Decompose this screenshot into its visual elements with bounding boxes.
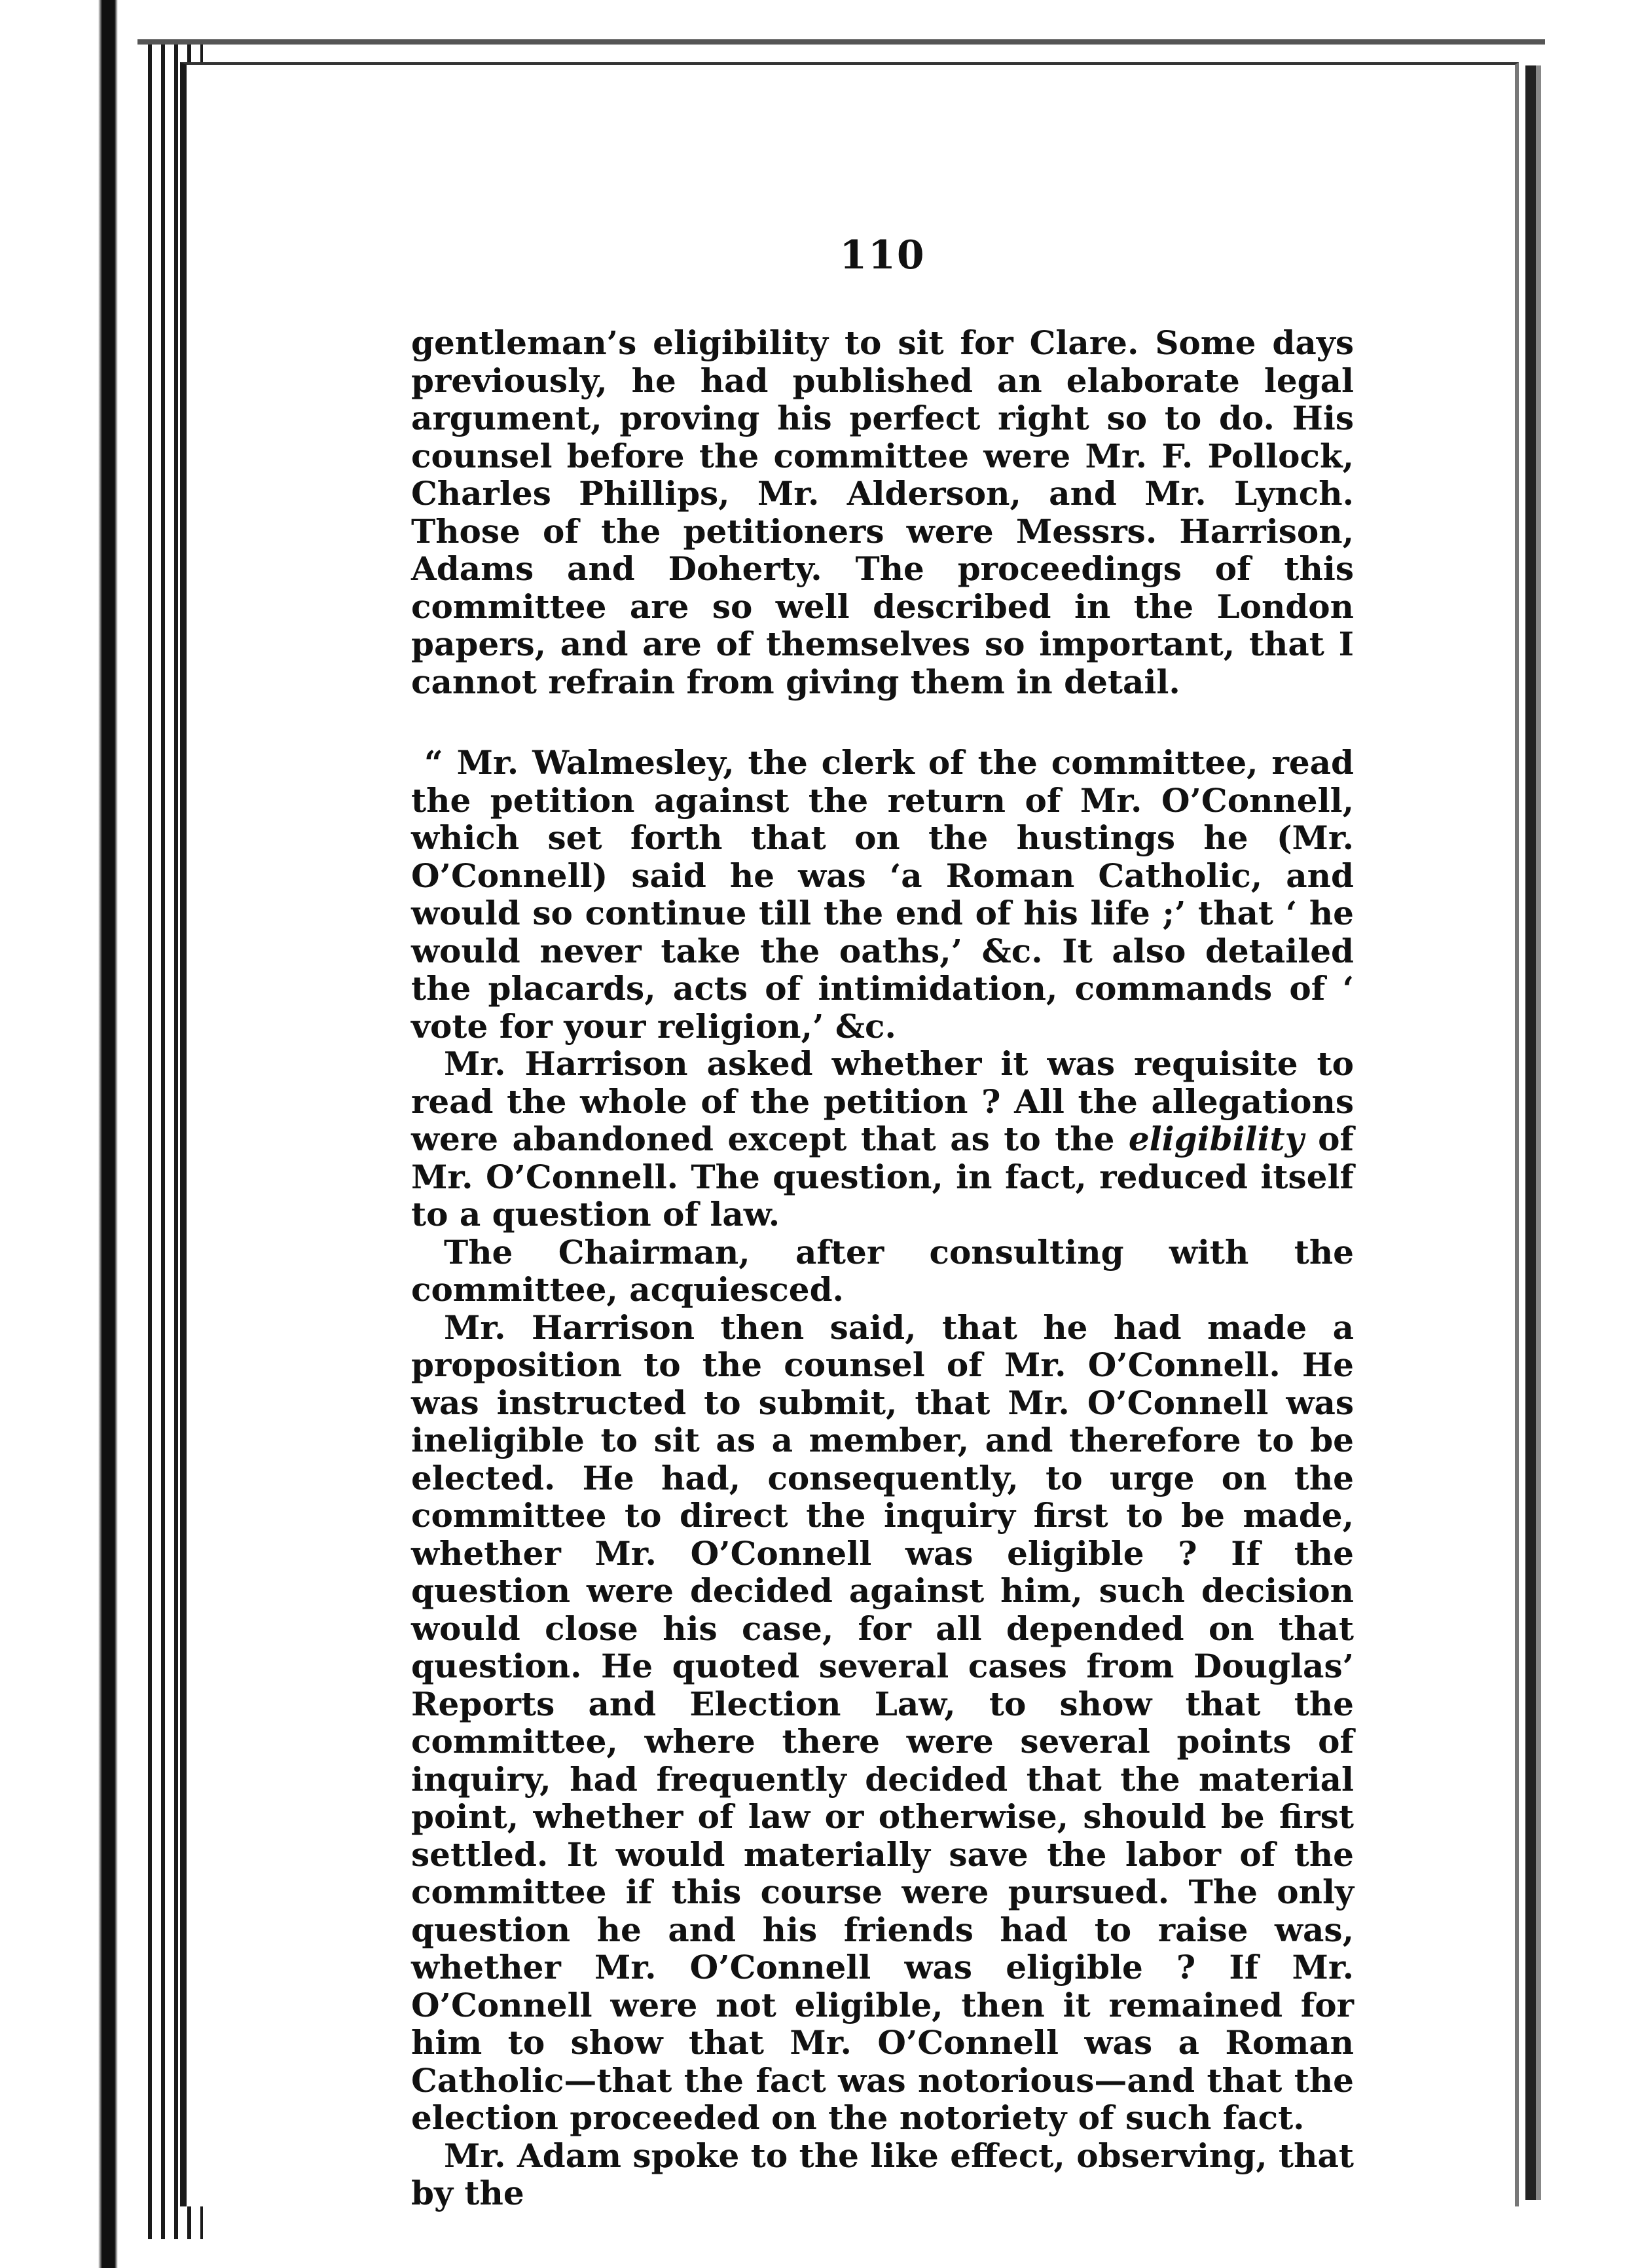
emphasis-eligibility: eligibility [1128,1120,1304,1158]
section-gap [411,701,1354,744]
paragraph-text: of Mr. O’Connell. The question, in fact, reduced itself to a question of law. [411,1120,1355,1234]
facing-page-edge-shadow [1536,65,1541,2200]
paragraph-intro: gentleman’s eligibility to sit for Clare. Some days previously, he had published an elaborate legal argument, proving his perfect right so to do. His counsel before the committee were Mr. F. Pollock, Charles Phillips, Mr. Alderson, and Mr. Lynch. Those of the petitioners were Messrs. Harrison, Adams and Doherty. The proceedings of this committee are so well described in the London papers, and are of themselves so important, that I cannot refrain from giving them in detail. [411,323,1354,701]
facing-page-edge [1525,65,1536,2200]
paragraph-petition: “ Mr. Walmesley, the clerk of the committee, read the petition against the return of Mr. O’Connell, which set forth that on the hustings he (Mr. O’Connell) said he was ‘a Roman Catholic, and would so continue till the end of his life ;’ that ‘ he would never take the oaths,’ &c. It also detailed the placards, acts of intimidation, commands of ‘ vote for your religion,’ &c. [411,743,1354,1046]
paragraph-text: Mr. Harrison asked whether it was requisite to read the whole of the petition ? All the allegations were abandoned except that as to the [411,1044,1354,1158]
page-number: 110 [839,232,926,278]
paragraph-adam: Mr. Adam spoke to the like effect, observing, that by the [411,2136,1354,2212]
page-body [411,232,1354,2212]
paragraph-harrison-asks [411,1045,1354,1234]
paragraph-chairman: The Chairman, after consulting with the committee, acquiesced. [411,1232,1354,1309]
binding-shadow [0,0,118,2268]
scan-top-edge [137,39,1545,45]
paragraph-harrison-proposition: Mr. Harrison then said, that he had made a proposition to the counsel of Mr. O’Connell. He was instructed to submit, that Mr. O’Connell was ineligible to sit as a member, and therefore to be elected. He had, consequently, to urge on the committee to direct the inquiry first to be made, whether Mr. O’Connell was eligible ? If the question were decided against him, such decision would close his case, for all depended on that question. He quoted several cases from Douglas’ Reports and Election Law, to show that the committee, where there were several points of inquiry, had frequently decided that the material point, whether of law or otherwise, should be first settled. It would materially save the labor of the committee if this course were pursued. The only question he and his friends had to raise was, whether Mr. O’Connell was eligible ? If Mr. O’Connell were not eligible, then it remained for him to show that Mr. O’Connell was a Roman Catholic—that the fact was notorious—and that the election proceeded on the notoriety of such fact. [411,1308,1354,2137]
